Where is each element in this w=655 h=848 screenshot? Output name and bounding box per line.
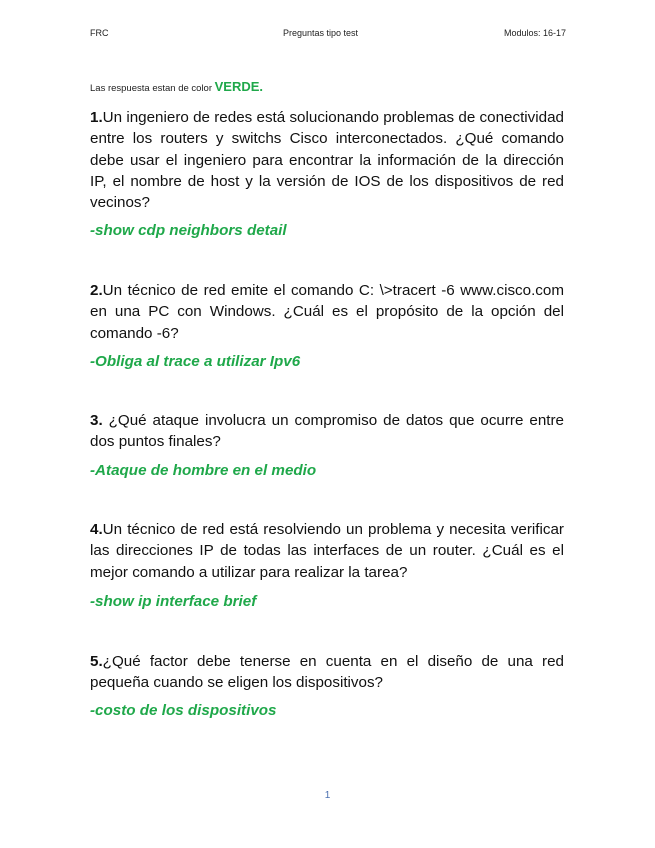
question-2 [90, 280, 564, 344]
question-number: 4. [90, 521, 103, 538]
answer-1: -show cdp neighbors detail [90, 222, 287, 239]
question-3 [90, 410, 564, 453]
question-text: Un técnico de red emite el comando C: \>tracert -6 www.cisco.com en una PC con Windows. ¿Cuál es el propósito de la opción del comando -6? [90, 282, 564, 342]
question-text: ¿Qué factor debe tenerse en cuenta en el diseño de una red pequeña cuando se eligen los dispositivos? [90, 653, 564, 692]
question-number: 2. [90, 282, 103, 299]
question-5 [90, 651, 564, 694]
question-1 [90, 107, 564, 213]
intro-text: Las respuesta estan de color [90, 83, 215, 94]
answer-2: -Obliga al trace a utilizar Ipv6 [90, 353, 301, 370]
answer-3: -Ataque de hombre en el medio [90, 462, 317, 479]
answer-4: -show ip interface brief [90, 593, 257, 610]
page-number: 1 [324, 790, 331, 801]
intro-highlight: VERDE. [214, 79, 264, 94]
header-left: FRC [90, 28, 109, 38]
question-text: Un técnico de red está resolviendo un problema y necesita verificar las direcciones IP de todas las interfaces de un router. ¿Cuál es el mejor comando a utilizar para realizar la tarea? [90, 521, 564, 581]
header-right: Modulos: 16-17 [503, 28, 566, 38]
question-text: ¿Qué ataque involucra un compromiso de datos que ocurre entre dos puntos finales? [90, 412, 564, 451]
question-number: 1. [90, 109, 103, 126]
question-4 [90, 519, 564, 583]
question-number: 3. [90, 412, 103, 429]
question-number: 5. [90, 653, 103, 670]
question-text: Un ingeniero de redes está solucionando problemas de conectividad entre los routers y switchs Cisco interconectados. ¿Qué comando debe usar el ingeniero para encontrar la información de la dirección IP, el nombre de host y la versión de IOS de los dispositivos de red vecinos? [90, 109, 564, 212]
intro-line [90, 79, 263, 94]
answer-5: -costo de los dispositivos [90, 702, 277, 719]
header-title: Preguntas tipo test [283, 28, 359, 38]
